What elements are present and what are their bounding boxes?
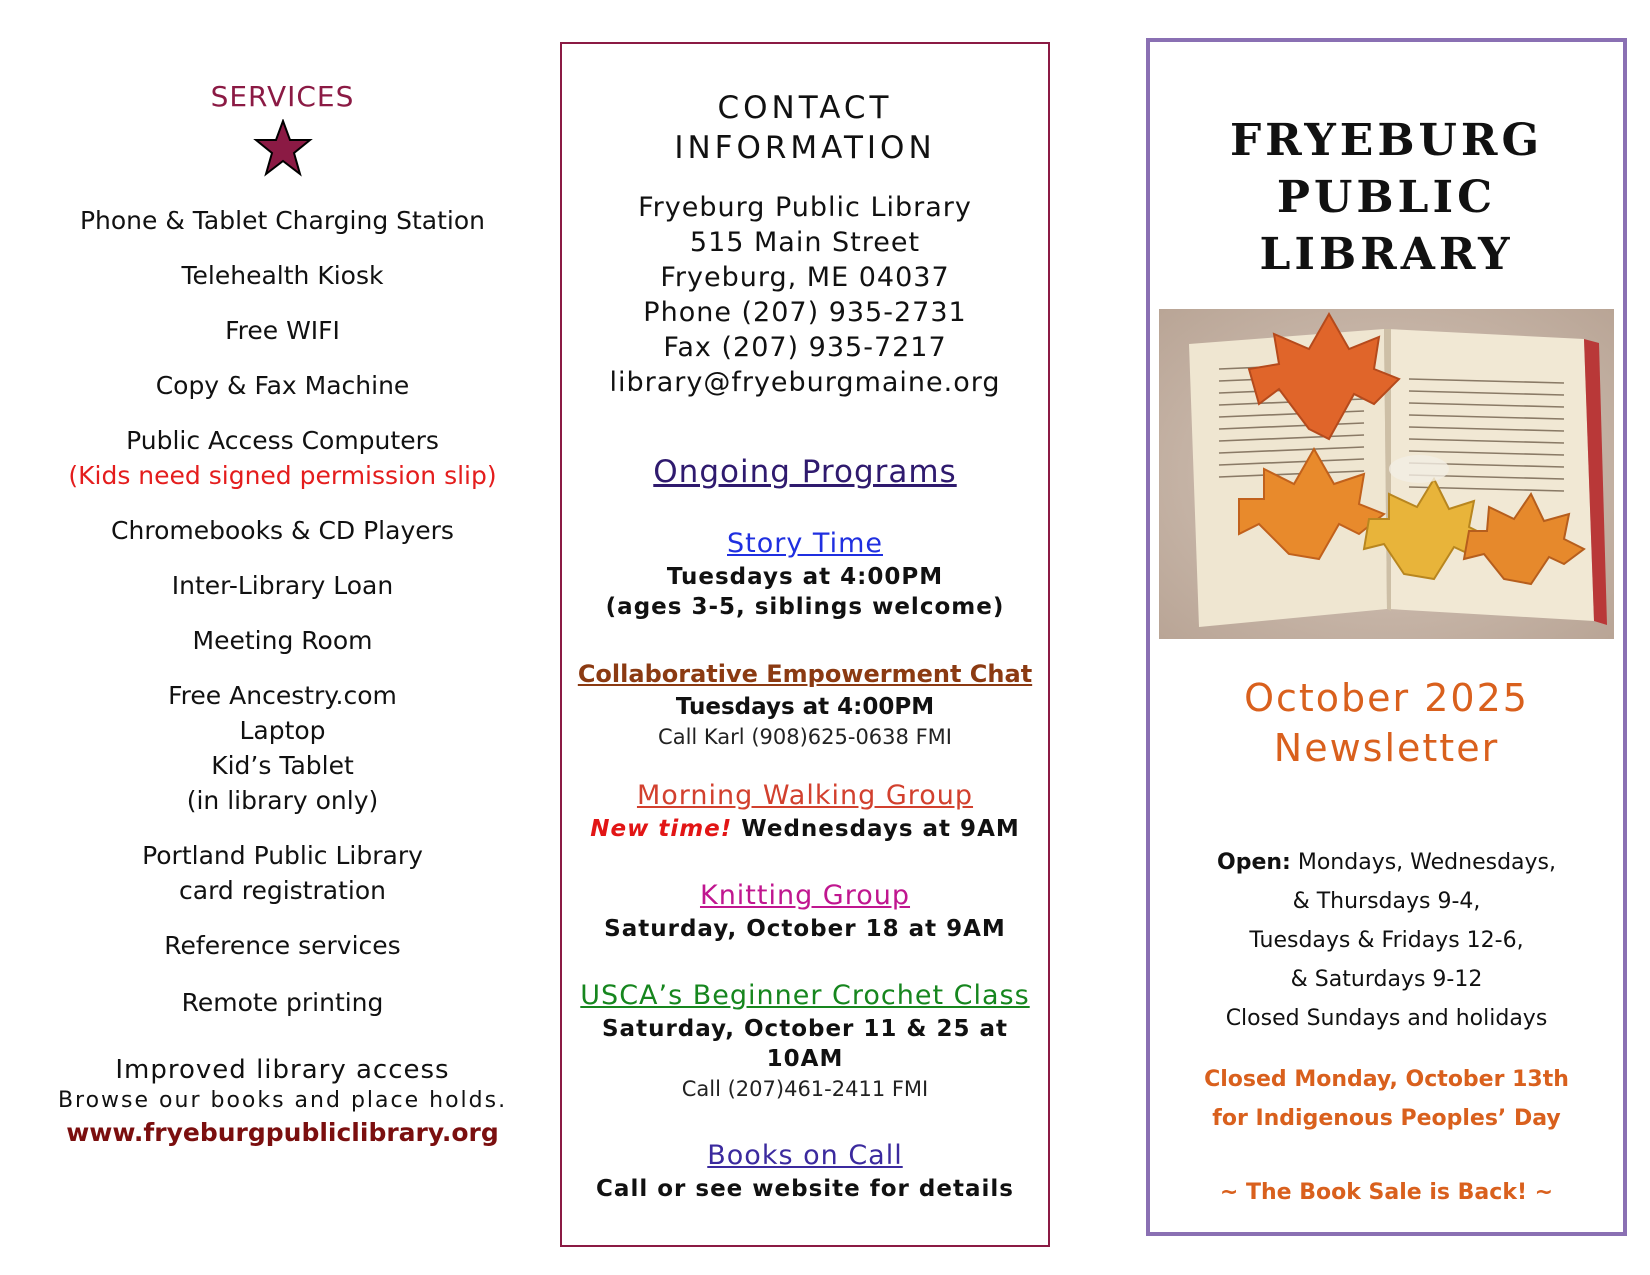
contact-city: Fryeburg, ME 04037 (660, 262, 950, 293)
walking-group-title[interactable]: Morning Walking Group (636, 780, 974, 811)
ancestry-line2: Laptop (239, 716, 326, 745)
library-title-line2: PUBLIC (1276, 172, 1497, 223)
program-knitting-group (562, 878, 1048, 944)
contact-email[interactable]: library@fryeburgmaine.org (609, 367, 1001, 398)
hours-days1: Mondays, Wednesdays, (1297, 850, 1556, 875)
program-collab-chat (562, 656, 1048, 752)
closed-line1: Closed Monday, October 13th (1204, 1067, 1569, 1092)
program-books-on-call (562, 1138, 1048, 1204)
contact-name: Fryeburg Public Library (638, 192, 972, 223)
library-hours (1150, 843, 1623, 1038)
contact-heading (562, 88, 1048, 168)
portland-line2: card registration (179, 876, 386, 905)
computers-note: (Kids need signed permission slip) (68, 461, 497, 490)
ancestry-line4: (in library only) (186, 786, 379, 815)
hours-line5: Closed Sundays and holidays (1225, 1006, 1548, 1031)
hours-line3: Tuesdays & Fridays 12-6, (1249, 928, 1524, 953)
service-remote-printing: Remote printing (181, 988, 384, 1017)
ancestry-line1: Free Ancestry.com (168, 681, 397, 710)
open-book-leaves-photo (1159, 309, 1614, 639)
crochet-class-title[interactable]: USCA’s Beginner Crochet Class (580, 980, 1030, 1011)
crochet-class-contact: Call (207)461-2411 FMI (681, 1077, 929, 1101)
service-meeting-room: Meeting Room (192, 626, 373, 655)
star-icon (253, 119, 313, 177)
knitting-group-schedule: Saturday, October 18 at 9AM (604, 916, 1006, 942)
computers-label: Public Access Computers (126, 426, 439, 455)
program-crochet-class (562, 978, 1048, 1104)
service-charging: Phone & Tablet Charging Station (79, 206, 486, 235)
story-time-ages: (ages 3-5, siblings welcome) (605, 594, 1005, 620)
service-telehealth: Telehealth Kiosk (181, 261, 384, 290)
contact-programs-panel (560, 42, 1050, 1247)
service-copy-fax: Copy & Fax Machine (155, 371, 410, 400)
contact-heading-line2: INFORMATION (674, 130, 936, 166)
holiday-closure (1150, 1060, 1623, 1138)
programs-heading: Ongoing Programs (653, 454, 957, 490)
service-portland (40, 838, 525, 908)
service-ill: Inter-Library Loan (171, 571, 394, 600)
collab-chat-contact: Call Karl (908)625-0638 FMI (658, 725, 952, 749)
contact-fax: Fax (207) 935-7217 (663, 332, 947, 363)
walking-group-schedule (562, 814, 1048, 844)
library-title-line3: LIBRARY (1259, 229, 1514, 280)
cover-panel (1146, 38, 1627, 1236)
library-title-line1: FRYEBURG (1229, 115, 1544, 166)
service-wifi: Free WIFI (225, 316, 340, 345)
access-title: Improved library access (115, 1055, 450, 1085)
collab-chat-title[interactable]: Collaborative Empowerment Chat (577, 660, 1033, 688)
contact-heading-line1: CONTACT (717, 90, 893, 126)
service-computers (40, 423, 525, 493)
hours-line1 (1150, 843, 1623, 882)
story-time-schedule: Tuesdays at 4:00PM (666, 564, 944, 590)
hours-line4: & Saturdays 9-12 (1290, 967, 1483, 992)
service-chromebooks: Chromebooks & CD Players (111, 516, 454, 545)
program-walking-group (562, 778, 1048, 844)
library-title (1150, 112, 1623, 283)
newsletter-title-line1: October 2025 (1244, 676, 1529, 720)
contact-phone: Phone (207) 935-2731 (643, 297, 967, 328)
program-story-time (562, 526, 1048, 622)
library-website-link[interactable]: www.fryeburgpubliclibrary.org (66, 1118, 499, 1147)
story-time-title[interactable]: Story Time (727, 528, 883, 559)
closed-line2: for Indigenous Peoples’ Day (1212, 1106, 1561, 1131)
hours-line2: & Thursdays 9-4, (1292, 889, 1481, 914)
portland-line1: Portland Public Library (142, 841, 423, 870)
services-heading: SERVICES (210, 80, 355, 113)
services-panel (40, 80, 525, 1150)
newsletter-title (1150, 673, 1623, 773)
books-on-call-details: Call or see website for details (596, 1176, 1014, 1202)
book-sale-notice: ~ The Book Sale is Back! ~ (1219, 1180, 1554, 1205)
open-label: Open: (1217, 850, 1291, 875)
crochet-class-schedule: Saturday, October 11 & 25 at 10AM (601, 1016, 1009, 1072)
books-on-call-title[interactable]: Books on Call (707, 1140, 903, 1171)
collab-chat-schedule: Tuesdays at 4:00PM (675, 694, 935, 720)
contact-street: 515 Main Street (689, 227, 921, 258)
newsletter-title-line2: Newsletter (1273, 726, 1500, 770)
access-subtitle: Browse our books and place holds. (57, 1088, 508, 1113)
service-ancestry (40, 678, 525, 818)
knitting-group-title[interactable]: Knitting Group (699, 880, 911, 911)
walking-group-day: Wednesdays at 9AM (741, 816, 1020, 842)
service-reference: Reference services (164, 931, 401, 960)
new-time-label: New time! (590, 816, 733, 842)
ancestry-line3: Kid’s Tablet (211, 751, 354, 780)
